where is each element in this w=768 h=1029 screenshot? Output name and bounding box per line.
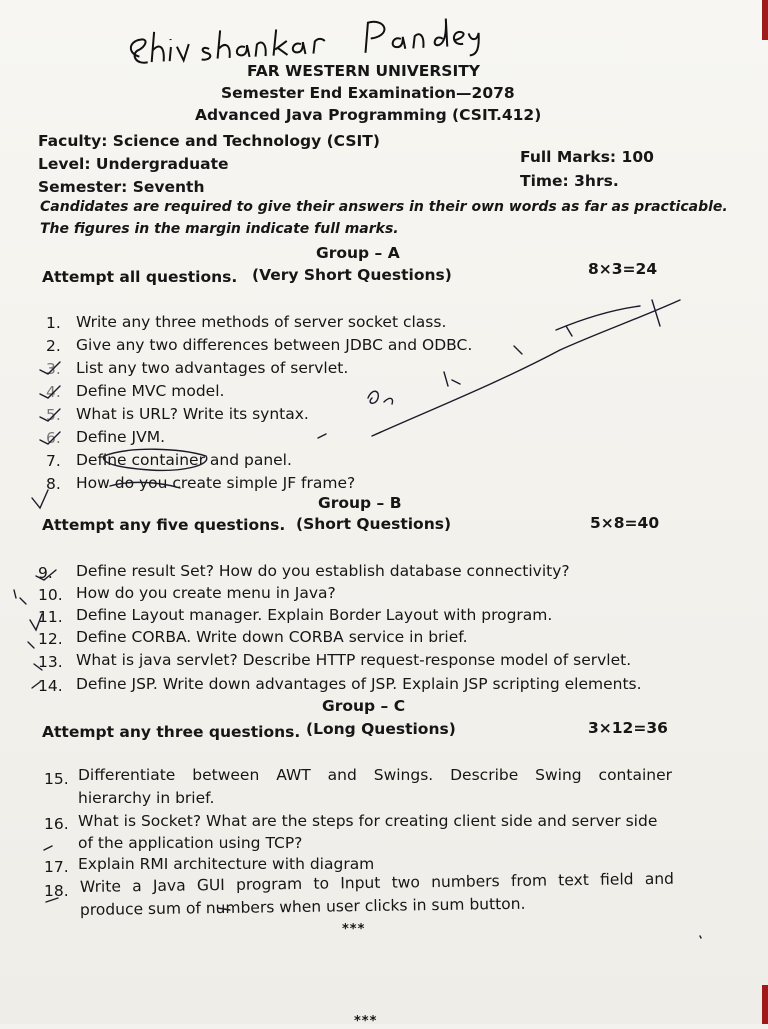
instruction-line-2: The figures in the margin indicate full marks. bbox=[40, 221, 399, 237]
end-of-paper-marker: *** bbox=[342, 922, 366, 937]
instruction-line-1: Candidates are required to give their answers in their own words as far as practicable. bbox=[40, 199, 728, 215]
group-b-attempt: Attempt any five questions. bbox=[42, 516, 286, 534]
time-allowed: Time: 3hrs. bbox=[520, 172, 619, 190]
group-b-marks: 5×8=40 bbox=[590, 514, 660, 532]
group-b-title: Group – B bbox=[318, 494, 402, 512]
group-c-type: (Long Questions) bbox=[306, 720, 456, 738]
question-text: What is java servlet? Describe HTTP request-response model of servlet. bbox=[76, 651, 632, 669]
question-text: Define Layout manager. Explain Border Layout with program. bbox=[76, 606, 553, 624]
group-a-marks: 8×3=24 bbox=[588, 260, 658, 278]
exam-title: Semester End Examination—2078 bbox=[221, 84, 515, 102]
question-number: 15. bbox=[44, 770, 69, 788]
question-text: Differentiate between AWT and Swings. Describe Swing container bbox=[78, 766, 672, 784]
question-text-continued: of the application using TCP? bbox=[78, 834, 303, 852]
question-number: 7. bbox=[46, 452, 61, 470]
question-number: 4. bbox=[46, 383, 61, 401]
group-a-type: (Very Short Questions) bbox=[252, 266, 452, 284]
question-number: 5. bbox=[46, 406, 61, 424]
group-c-attempt: Attempt any three questions. bbox=[42, 723, 301, 741]
footer-marker: *** bbox=[354, 1014, 378, 1029]
question-text: Define CORBA. Write down CORBA service in brief. bbox=[76, 628, 468, 646]
question-number: 10. bbox=[38, 586, 63, 604]
question-text: List any two advantages of servlet. bbox=[76, 359, 349, 377]
question-text: How do you create menu in Java? bbox=[76, 584, 336, 602]
question-text-continued: produce sum of numbers when user clicks in sum button. bbox=[79, 894, 526, 919]
question-text-continued: hierarchy in brief. bbox=[78, 789, 215, 807]
group-a-title: Group – A bbox=[316, 244, 400, 262]
full-marks: Full Marks: 100 bbox=[520, 148, 654, 166]
question-number: 11. bbox=[38, 608, 63, 626]
question-number: 13. bbox=[38, 653, 63, 671]
question-text: Explain RMI architecture with diagram bbox=[78, 855, 375, 873]
university-name: FAR WESTERN UNIVERSITY bbox=[247, 62, 481, 80]
question-text: Define JVM. bbox=[76, 428, 165, 446]
question-number: 2. bbox=[46, 337, 61, 355]
question-number: 12. bbox=[38, 630, 63, 648]
group-a-attempt: Attempt all questions. bbox=[42, 268, 238, 286]
question-number: 17. bbox=[44, 858, 69, 876]
question-text: Define container and panel. bbox=[76, 451, 292, 469]
question-number: 9. bbox=[38, 564, 53, 582]
question-text: Define JSP. Write down advantages of JSP. Explain JSP scripting elements. bbox=[76, 675, 642, 693]
question-text: What is Socket? What are the steps for creating client side and server side bbox=[78, 812, 658, 830]
question-number: 14. bbox=[38, 677, 63, 695]
group-c-marks: 3×12=36 bbox=[588, 719, 668, 737]
faculty: Faculty: Science and Technology (CSIT) bbox=[38, 132, 380, 150]
question-number: 16. bbox=[44, 815, 69, 833]
question-number: 6. bbox=[46, 429, 61, 447]
question-text: Write any three methods of server socket class. bbox=[76, 313, 447, 331]
level: Level: Undergraduate bbox=[38, 155, 229, 173]
question-number: 1. bbox=[46, 314, 61, 332]
group-b-type: (Short Questions) bbox=[296, 515, 452, 533]
course-title: Advanced Java Programming (CSIT.412) bbox=[195, 106, 542, 124]
question-text: Define MVC model. bbox=[76, 382, 225, 400]
question-text: Give any two differences between JDBC and ODBC. bbox=[76, 336, 473, 354]
question-number: 18. bbox=[44, 882, 69, 900]
group-c-title: Group – C bbox=[322, 697, 406, 715]
question-number: 8. bbox=[46, 475, 61, 493]
question-text: How do you create simple JF frame? bbox=[76, 474, 356, 492]
question-text: Write a Java GUI program to Input two numbers from text field and bbox=[79, 869, 675, 896]
semester: Semester: Seventh bbox=[38, 178, 205, 196]
question-text: Define result Set? How do you establish database connectivity? bbox=[76, 562, 570, 580]
question-number: 3. bbox=[46, 360, 61, 378]
question-text: What is URL? Write its syntax. bbox=[76, 405, 309, 423]
